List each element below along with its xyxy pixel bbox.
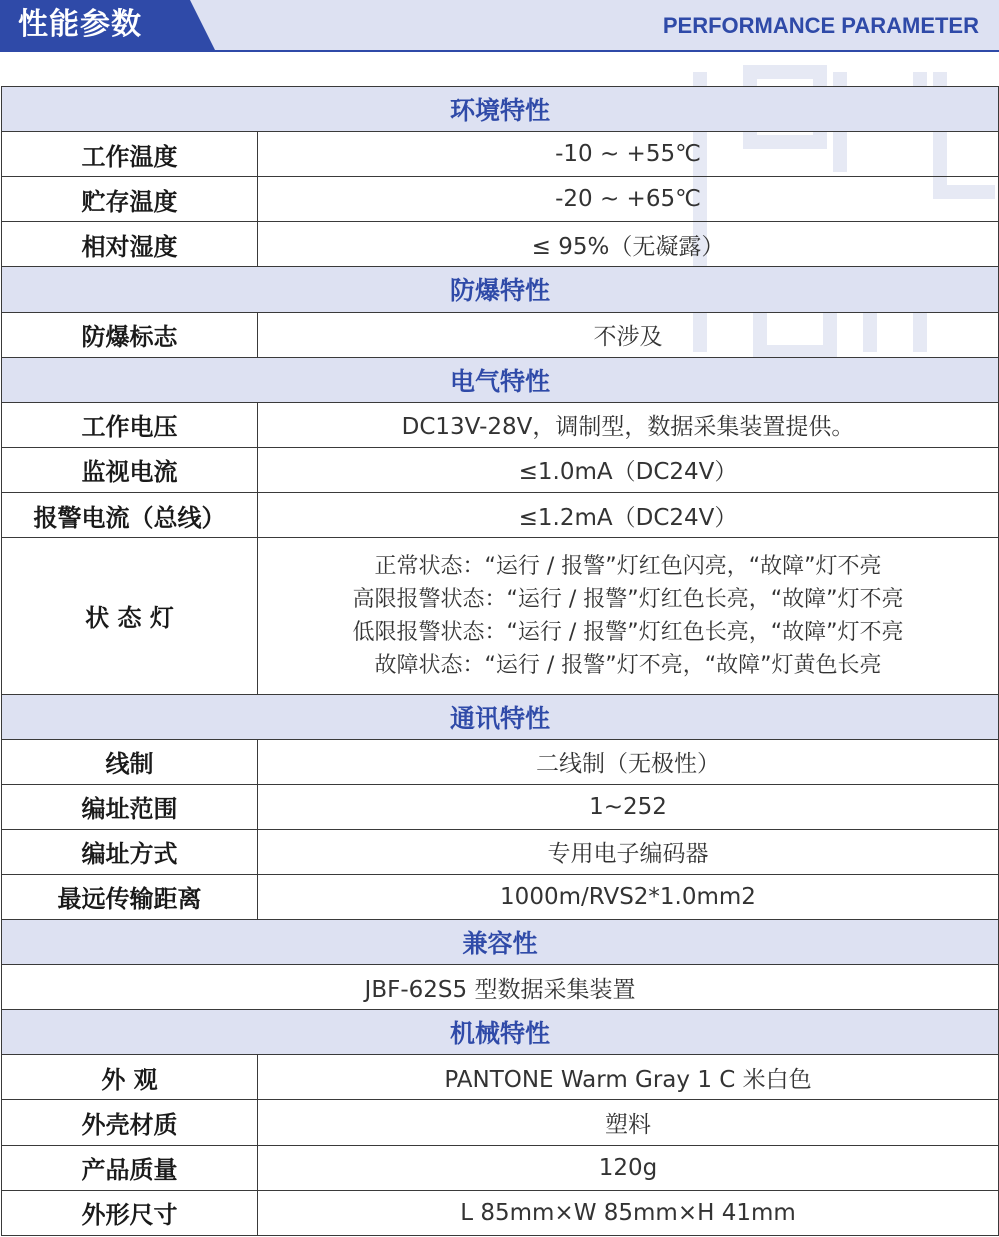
- status-light-description: [258, 538, 999, 694]
- row-value: ≤ 95%（无凝露）: [258, 222, 999, 267]
- section-title-environment: 环境特性: [2, 87, 999, 132]
- row-label: 线制: [2, 739, 258, 784]
- table-row: [2, 874, 999, 919]
- row-label: 产品质量: [2, 1145, 258, 1190]
- row-value: ≤1.2mA（DC24V）: [258, 492, 999, 537]
- table-row: [2, 312, 999, 357]
- row-label: 外形尺寸: [2, 1190, 258, 1235]
- status-line-fault: 故障状态：“运行 / 报警”灯不亮，“故障”灯黄色长亮: [374, 652, 882, 678]
- row-value: 1~252: [258, 784, 999, 829]
- table-row: [2, 1055, 999, 1100]
- section-row-communication: [2, 694, 999, 739]
- table-row: [2, 447, 999, 492]
- row-label: 工作温度: [2, 132, 258, 177]
- row-value: ≤1.0mA（DC24V）: [258, 447, 999, 492]
- row-label: 编址范围: [2, 784, 258, 829]
- spec-table: [1, 86, 999, 1236]
- row-label: 外 观: [2, 1055, 258, 1100]
- row-label: 最远传输距离: [2, 874, 258, 919]
- row-label: 外壳材质: [2, 1100, 258, 1145]
- section-title-electrical: 电气特性: [2, 357, 999, 402]
- section-row-explosion: [2, 267, 999, 312]
- section-row-mechanical: [2, 1010, 999, 1055]
- table-row: [2, 222, 999, 267]
- row-label: 报警电流（总线）: [2, 492, 258, 537]
- table-row: [2, 829, 999, 874]
- row-value: PANTONE Warm Gray 1 C 米白色: [258, 1055, 999, 1100]
- row-label-status-light: 状 态 灯: [2, 538, 258, 694]
- section-title-explosion: 防爆特性: [2, 267, 999, 312]
- table-row: [2, 132, 999, 177]
- table-row: [2, 1190, 999, 1235]
- row-label: 贮存温度: [2, 177, 258, 222]
- row-value: 二线制（无极性）: [258, 739, 999, 784]
- status-line-normal: 正常状态：“运行 / 报警”灯红色闪亮，“故障”灯不亮: [374, 553, 882, 579]
- table-row: [2, 492, 999, 537]
- table-row: [2, 1145, 999, 1190]
- row-value: 塑料: [258, 1100, 999, 1145]
- row-value: DC13V-28V，调制型，数据采集装置提供。: [258, 402, 999, 447]
- header-title: 性能参数: [18, 7, 142, 42]
- row-value: -20 ~ +65℃: [258, 177, 999, 222]
- section-title-compatibility: 兼容性: [2, 920, 999, 965]
- table-row-status-light: [2, 538, 999, 694]
- status-line-low-alarm: 低限报警状态：“运行 / 报警”灯红色长亮，“故障”灯不亮: [352, 619, 904, 645]
- row-value: L 85mm×W 85mm×H 41mm: [258, 1190, 999, 1235]
- section-title-mechanical: 机械特性: [2, 1010, 999, 1055]
- table-row: [2, 784, 999, 829]
- header-title-en: PERFORMANCE PARAMETER: [662, 13, 979, 38]
- row-label: 防爆标志: [2, 312, 258, 357]
- row-label: 相对湿度: [2, 222, 258, 267]
- section-row-compatibility: [2, 920, 999, 965]
- table-row: [2, 965, 999, 1010]
- row-label: 工作电压: [2, 402, 258, 447]
- compatibility-value: JBF-62S5 型数据采集装置: [2, 965, 999, 1010]
- status-line-high-alarm: 高限报警状态：“运行 / 报警”灯红色长亮，“故障”灯不亮: [352, 586, 904, 612]
- table-row: [2, 739, 999, 784]
- section-header: [0, 0, 999, 52]
- row-value: 1000m/RVS2*1.0mm2: [258, 874, 999, 919]
- section-row-environment: [2, 87, 999, 132]
- table-row: [2, 177, 999, 222]
- row-value: 120g: [258, 1145, 999, 1190]
- table-row: [2, 402, 999, 447]
- row-label: 编址方式: [2, 829, 258, 874]
- row-value: -10 ~ +55℃: [258, 132, 999, 177]
- section-row-electrical: [2, 357, 999, 402]
- row-value: 专用电子编码器: [258, 829, 999, 874]
- row-value: 不涉及: [258, 312, 999, 357]
- row-label: 监视电流: [2, 447, 258, 492]
- section-title-communication: 通讯特性: [2, 694, 999, 739]
- table-row: [2, 1100, 999, 1145]
